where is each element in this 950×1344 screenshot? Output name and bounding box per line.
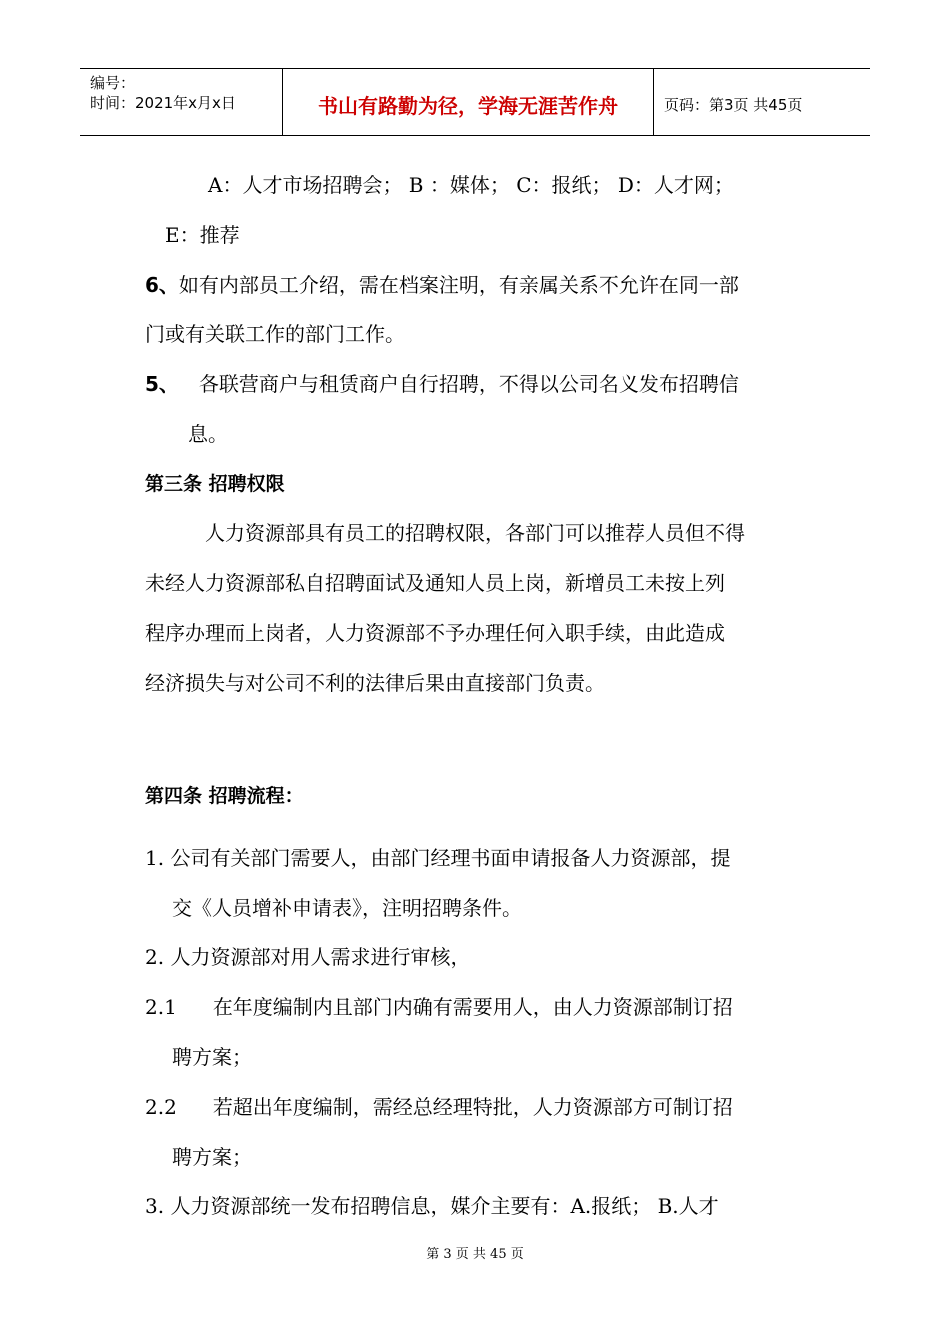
paragraph-line: 人力资源部具有员工的招聘权限，各部门可以推荐人员但不得: [205, 521, 745, 545]
item-number: 2.1: [145, 995, 177, 1019]
paragraph-line: 未经人力资源部私自招聘面试及通知人员上岗，新增员工未按上列: [145, 571, 725, 595]
item-text: 在年度编制内且部门内确有需要用人，由人力资源部制订招: [212, 995, 733, 1019]
page-footer: 第 3 页 共 45 页: [426, 1247, 524, 1262]
paragraph-line: [145, 371, 739, 397]
document-time-label: 时间：2021年x月x日: [90, 94, 236, 112]
paragraph-line: 3. 人力资源部统一发布招聘信息，媒介主要有：A.报纸； B.人才: [145, 1194, 719, 1218]
paragraph-line: 经济损失与对公司不利的法律后果由直接部门负责。: [145, 671, 605, 695]
item-text: 若超出年度编制，需经总经理特批，人力资源部方可制订招: [212, 1095, 733, 1119]
paragraph-line: 交《人员增补申请表》，注明招聘条件。: [172, 896, 522, 920]
paragraph-line: [145, 272, 739, 298]
section-heading-3: 第三条 招聘权限: [145, 473, 285, 495]
section-heading-4: 第四条 招聘流程：: [145, 785, 304, 807]
paragraph-line: 息。: [188, 422, 228, 446]
paragraph-line: 聘方案；: [172, 1045, 252, 1069]
item-number: 2.2: [145, 1095, 177, 1119]
paragraph-line: 程序办理而上岗者，人力资源部不予办理任何入职手续，由此造成: [145, 621, 725, 645]
page-header: [80, 68, 870, 136]
paragraph-line: 1. 公司有关部门需要人，由部门经理书面申请报备人力资源部，提: [145, 846, 731, 870]
document-number-label: 编号：: [90, 74, 136, 92]
recruit-channels-line-cont: E：推荐: [165, 223, 240, 247]
item-text: 如有内部员工介绍，需在档案注明，有亲属关系不允许在同一部: [178, 273, 739, 297]
header-page-info: 页码：第3页 共45页: [664, 95, 803, 114]
header-motto: 书山有路勤为径，学海无涯苦作舟: [282, 69, 654, 135]
paragraph-line: 门或有关联工作的部门工作。: [145, 322, 405, 346]
recruit-channels-line: A：人才市场招聘会； B ：媒体； C：报纸； D：人才网；: [208, 173, 734, 197]
item-number: 6、: [145, 273, 179, 297]
paragraph-line: 聘方案；: [172, 1145, 252, 1169]
item-text: 各联营商户与租赁商户自行招聘，不得以公司名义发布招聘信: [198, 372, 739, 396]
header-meta: [80, 69, 282, 135]
paragraph-line: [145, 994, 733, 1020]
paragraph-line: [145, 1094, 733, 1120]
paragraph-line: 2. 人力资源部对用人需求进行审核，: [145, 945, 471, 969]
item-number: 5、: [145, 372, 179, 396]
